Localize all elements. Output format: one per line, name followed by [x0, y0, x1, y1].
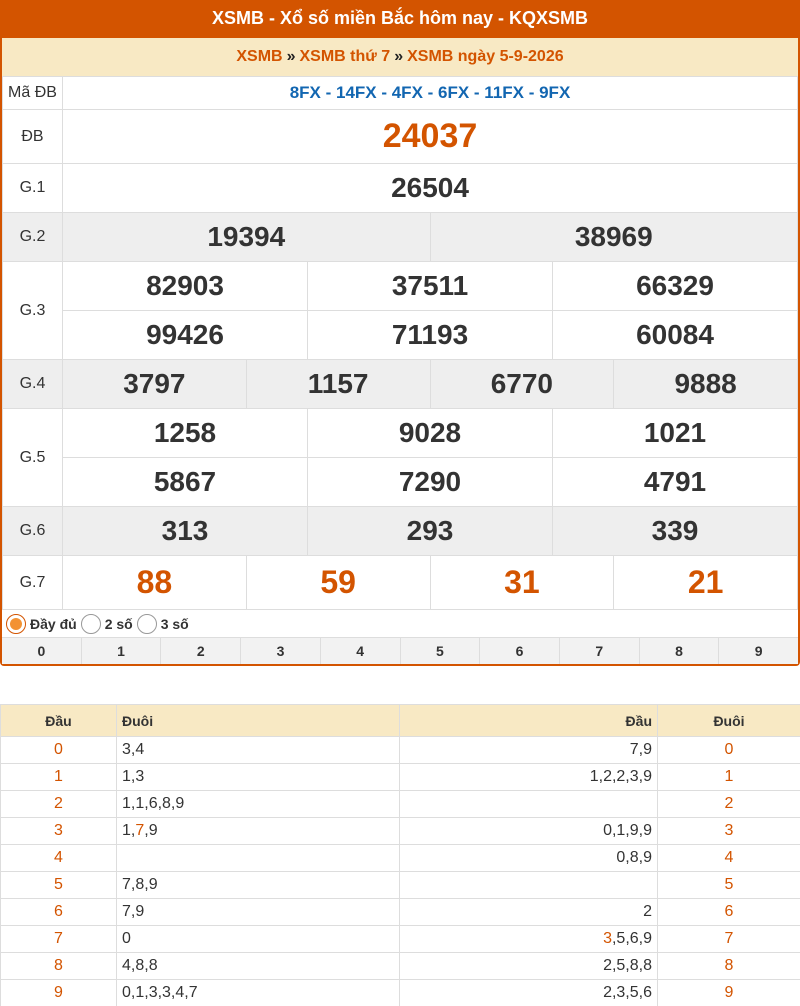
- digit-filter-1[interactable]: 1: [82, 638, 162, 664]
- digit-filter-9[interactable]: 9: [754, 643, 763, 659]
- dau-cell: 3: [1, 818, 117, 845]
- row-g3: [3, 311, 798, 360]
- duoi-cell: 0: [117, 926, 400, 953]
- dau-cell: 0: [1, 737, 117, 764]
- row-g2: [3, 213, 798, 262]
- prize-g6: 339: [553, 507, 798, 556]
- dau-text: ,5,6,9: [611, 930, 652, 947]
- prize-g5: 4791: [553, 458, 798, 507]
- table-row: [1, 953, 800, 980]
- duoi-right-cell: 5: [658, 872, 800, 899]
- table-row: [1, 737, 800, 764]
- dau-right-cell: 2,3,5,6: [400, 980, 658, 1006]
- prize-g7: 59: [246, 556, 430, 610]
- duoi-right-cell: 6: [658, 899, 800, 926]
- col-header-duoi-right: Đuôi: [658, 705, 800, 737]
- table-row: [1, 791, 800, 818]
- prize-g2: 38969: [430, 213, 798, 262]
- dau-cell: 2: [1, 791, 117, 818]
- option-three-digits-label: 3 số: [160, 615, 189, 632]
- display-options: [2, 610, 798, 638]
- duoi-cell: 0,1,3,3,4,7: [117, 980, 400, 1006]
- label-g1: G.1: [3, 164, 63, 213]
- digit-filter-bar: [2, 638, 798, 664]
- col-header-dau-right: Đầu: [400, 705, 658, 737]
- table-row: [1, 845, 800, 872]
- table-row: [1, 764, 800, 791]
- results-table: [2, 76, 798, 610]
- prize-g5: 1021: [553, 409, 798, 458]
- duoi-cell: [117, 818, 400, 845]
- dau-right-cell: 1,2,2,3,9: [400, 764, 658, 791]
- label-g3: G.3: [3, 262, 63, 360]
- duoi-right-cell: 1: [658, 764, 800, 791]
- prize-g5: 7290: [308, 458, 553, 507]
- dau-right-cell: 7,9: [400, 737, 658, 764]
- duoi-cell: 7,8,9: [117, 872, 400, 899]
- special-match-highlight: 7: [135, 822, 145, 839]
- row-ma-db: [3, 77, 798, 110]
- prize-g6: 313: [63, 507, 308, 556]
- digit-filter-6[interactable]: 6: [480, 638, 560, 664]
- breadcrumb: [2, 38, 798, 76]
- prize-g4: 1157: [246, 360, 430, 409]
- duoi-text: 1,: [122, 822, 136, 839]
- row-g6: [3, 507, 798, 556]
- duoi-cell: 3,4: [117, 737, 400, 764]
- duoi-cell: 7,9: [117, 899, 400, 926]
- prize-g3: 99426: [63, 311, 308, 360]
- prize-g3: 82903: [63, 262, 308, 311]
- breadcrumb-link-weekday[interactable]: XSMB thứ 7: [299, 48, 391, 65]
- prize-g4: 3797: [63, 360, 247, 409]
- prize-g3: 37511: [308, 262, 553, 311]
- dau-right-cell: 0,1,9,9: [400, 818, 658, 845]
- prize-g3: 71193: [308, 311, 553, 360]
- loto-header-row: [1, 705, 800, 737]
- dau-cell: 5: [1, 872, 117, 899]
- label-g2: G.2: [3, 213, 63, 262]
- breadcrumb-separator: »: [394, 48, 404, 65]
- prize-g4: 9888: [614, 360, 798, 409]
- dau-cell: 4: [1, 845, 117, 872]
- label-g5: G.5: [3, 409, 63, 507]
- duoi-right-cell: 0: [658, 737, 800, 764]
- table-row: [1, 818, 800, 845]
- prize-g3: 60084: [553, 311, 798, 360]
- prize-g7: 88: [63, 556, 247, 610]
- dau-cell: 1: [1, 764, 117, 791]
- digit-filter-2[interactable]: 2: [161, 638, 241, 664]
- breadcrumb-link-date[interactable]: XSMB ngày 5-9-2026: [407, 48, 564, 65]
- prize-g4: 6770: [430, 360, 614, 409]
- label-g6: G.6: [3, 507, 63, 556]
- row-g5: [3, 458, 798, 507]
- duoi-right-cell: 4: [658, 845, 800, 872]
- breadcrumb-separator: »: [286, 48, 296, 65]
- dau-right-cell: [400, 872, 658, 899]
- prize-g5: 5867: [63, 458, 308, 507]
- duoi-cell: 1,1,6,8,9: [117, 791, 400, 818]
- digit-filter-0[interactable]: 0: [2, 638, 82, 664]
- row-g1: [3, 164, 798, 213]
- page-title: XSMB - Xổ số miền Bắc hôm nay - KQXSMB: [0, 0, 800, 38]
- radio-three-digits[interactable]: [137, 614, 157, 634]
- dau-cell: 6: [1, 899, 117, 926]
- label-db: ĐB: [3, 110, 63, 164]
- table-row: [1, 926, 800, 953]
- loto-head-tail-table: [0, 704, 800, 1006]
- row-db: [3, 110, 798, 164]
- prize-g5: 9028: [308, 409, 553, 458]
- option-two-digits[interactable]: [81, 614, 133, 634]
- option-full[interactable]: [6, 614, 77, 634]
- label-ma-db: Mã ĐB: [3, 77, 63, 110]
- table-row: [1, 980, 800, 1006]
- duoi-right-cell: 3: [658, 818, 800, 845]
- prize-g6: 293: [308, 507, 553, 556]
- digit-filter-8[interactable]: 8: [640, 638, 720, 664]
- duoi-right-cell: 7: [658, 926, 800, 953]
- duoi-right-cell: 9: [658, 980, 800, 1006]
- prize-g7: 21: [614, 556, 798, 610]
- duoi-right-cell: 8: [658, 953, 800, 980]
- digit-filter-4[interactable]: 4: [321, 638, 401, 664]
- digit-filter-5[interactable]: 5: [401, 638, 481, 664]
- breadcrumb-link-xsmb[interactable]: XSMB: [236, 48, 283, 65]
- option-three-digits[interactable]: [137, 614, 189, 634]
- prize-g5: 1258: [63, 409, 308, 458]
- dau-right-cell: 2: [400, 899, 658, 926]
- dau-right-cell: 2,5,8,8: [400, 953, 658, 980]
- label-g4: G.4: [3, 360, 63, 409]
- col-header-duoi: Đuôi: [117, 705, 400, 737]
- label-g7: G.7: [3, 556, 63, 610]
- prize-g3: 66329: [553, 262, 798, 311]
- duoi-cell: [117, 845, 400, 872]
- row-g3: [3, 262, 798, 311]
- radio-full[interactable]: [6, 614, 26, 634]
- table-row: [1, 872, 800, 899]
- col-header-dau: Đầu: [1, 705, 117, 737]
- dau-right-cell: [400, 791, 658, 818]
- duoi-text: ,9: [144, 822, 158, 839]
- digit-filter-7[interactable]: 7: [560, 638, 640, 664]
- dau-cell: 9: [1, 980, 117, 1006]
- row-g7: [3, 556, 798, 610]
- option-full-label: Đầy đủ: [30, 615, 77, 632]
- dau-cell: 7: [1, 926, 117, 953]
- duoi-cell: 4,8,8: [117, 953, 400, 980]
- row-g5: [3, 409, 798, 458]
- dau-right-cell: [400, 926, 658, 953]
- digit-filter-3[interactable]: 3: [241, 638, 321, 664]
- duoi-cell: 1,3: [117, 764, 400, 791]
- prize-g7: 31: [430, 556, 614, 610]
- row-g4: [3, 360, 798, 409]
- duoi-right-cell: 2: [658, 791, 800, 818]
- option-two-digits-label: 2 số: [104, 615, 133, 632]
- dau-cell: 8: [1, 953, 117, 980]
- table-row: [1, 899, 800, 926]
- special-match-highlight: 3: [603, 930, 612, 947]
- prize-g1: 26504: [63, 164, 798, 213]
- dau-right-cell: 0,8,9: [400, 845, 658, 872]
- prize-special: 24037: [63, 110, 798, 164]
- radio-two-digits[interactable]: [81, 614, 101, 634]
- special-codes: 8FX - 14FX - 4FX - 6FX - 11FX - 9FX: [63, 77, 798, 110]
- prize-g2: 19394: [63, 213, 431, 262]
